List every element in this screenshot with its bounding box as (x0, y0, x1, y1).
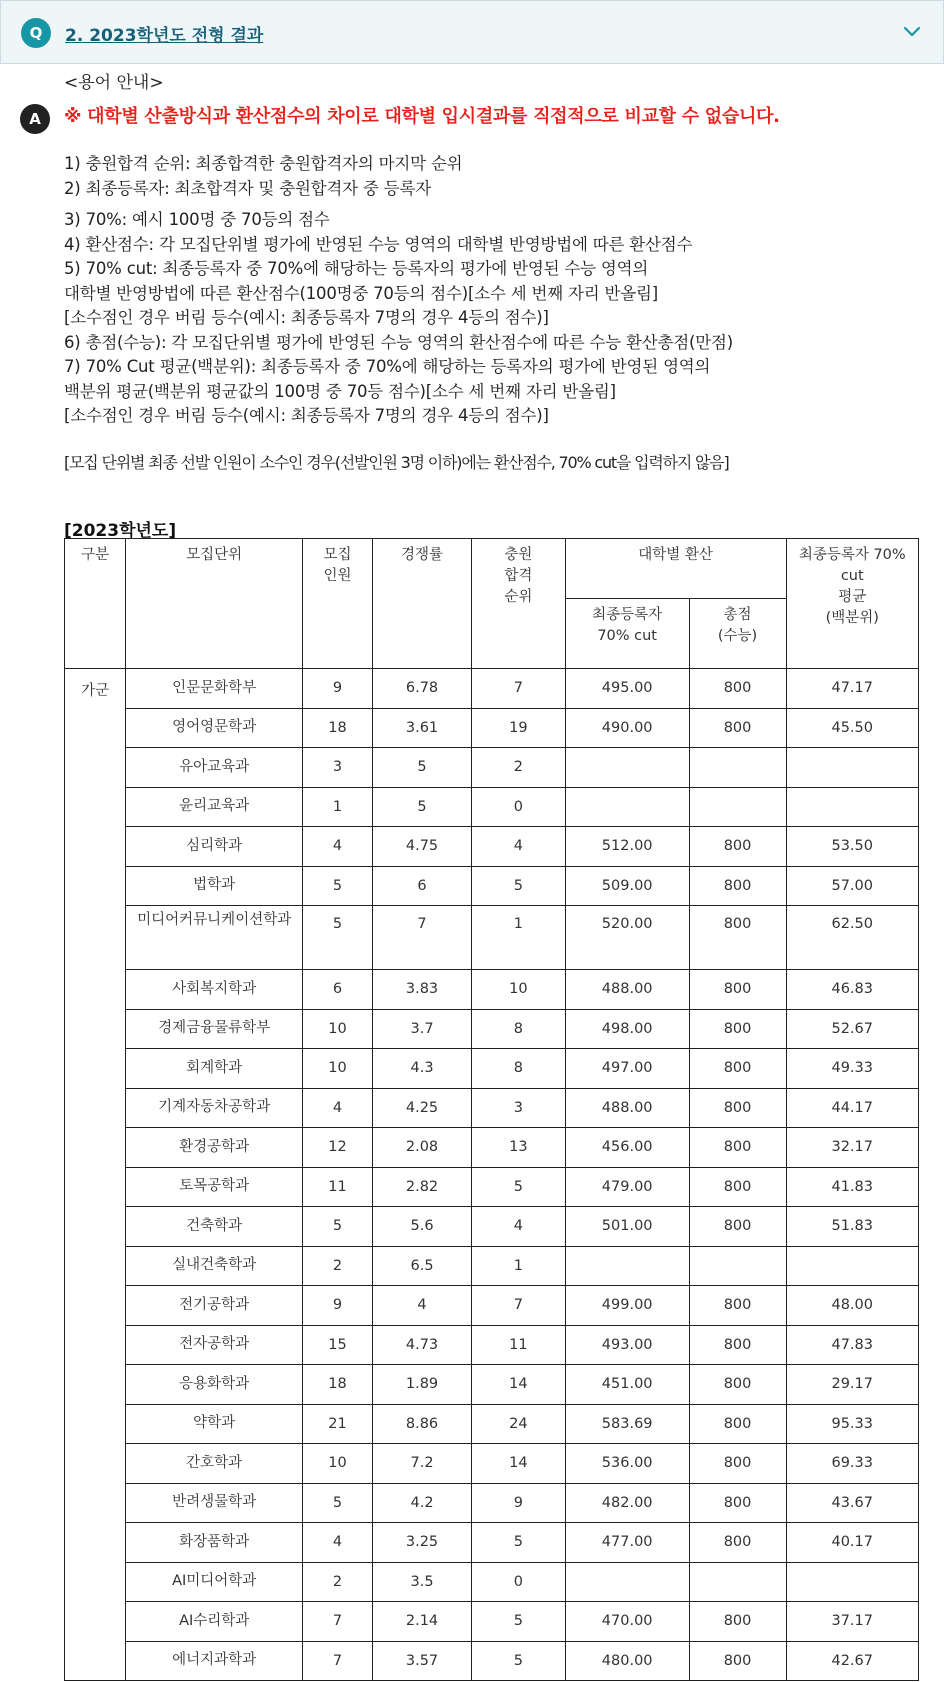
cell-quota: 9 (302, 669, 372, 709)
cell-percentile-avg (786, 1246, 919, 1286)
cell-cut70 (565, 748, 689, 788)
cell-percentile-avg: 95.33 (786, 1404, 919, 1444)
cell-unit: 기계자동차공학과 (126, 1088, 303, 1128)
cell-cut70: 456.00 (565, 1128, 689, 1168)
cell-cut70 (565, 1562, 689, 1602)
cell-waitlist-rank: 1 (472, 1246, 566, 1286)
cell-total: 800 (689, 1641, 786, 1681)
cell-total: 800 (689, 708, 786, 748)
table-row (65, 1167, 919, 1207)
cell-competition: 7 (372, 906, 471, 970)
cell-unit: 실내건축학과 (126, 1246, 303, 1286)
cell-quota: 2 (302, 1246, 372, 1286)
cell-quota: 18 (302, 1365, 372, 1405)
cell-waitlist-rank: 8 (472, 1009, 566, 1049)
cell-cut70: 583.69 (565, 1404, 689, 1444)
cell-unit: 반려생물학과 (126, 1483, 303, 1523)
cell-waitlist-rank: 4 (472, 1207, 566, 1247)
cell-unit: 영어영문학과 (126, 708, 303, 748)
cell-cut70: 470.00 (565, 1602, 689, 1642)
cell-total: 800 (689, 1325, 786, 1365)
cell-cut70: 477.00 (565, 1523, 689, 1563)
table-row (65, 1207, 919, 1247)
cell-waitlist-rank: 11 (472, 1325, 566, 1365)
cell-waitlist-rank: 9 (472, 1483, 566, 1523)
cell-waitlist-rank: 4 (472, 827, 566, 867)
cell-unit: 심리학과 (126, 827, 303, 867)
cell-competition: 4.3 (372, 1049, 471, 1089)
cell-competition: 4.2 (372, 1483, 471, 1523)
cell-competition: 5 (372, 748, 471, 788)
cell-quota: 10 (302, 1009, 372, 1049)
cell-quota: 1 (302, 787, 372, 827)
cell-unit: 토목공학과 (126, 1167, 303, 1207)
cell-total: 800 (689, 827, 786, 867)
table-row (65, 1286, 919, 1326)
cell-total: 800 (689, 1049, 786, 1089)
cell-total: 800 (689, 1128, 786, 1168)
cell-percentile-avg: 69.33 (786, 1444, 919, 1484)
definition-line: 5) 70% cut: 최종등록자 중 70%에 해당하는 등록자의 평가에 반영된 수능 영역의 (64, 259, 649, 278)
cell-waitlist-rank: 10 (472, 970, 566, 1010)
cell-percentile-avg (786, 748, 919, 788)
cell-quota: 15 (302, 1325, 372, 1365)
cell-total: 800 (689, 1404, 786, 1444)
header-competition: 경쟁률 (372, 539, 471, 669)
cell-competition: 3.7 (372, 1009, 471, 1049)
table-row (65, 748, 919, 788)
cell-unit: 전자공학과 (126, 1325, 303, 1365)
table-row (65, 1523, 919, 1563)
cell-percentile-avg: 45.50 (786, 708, 919, 748)
cell-cut70: 479.00 (565, 1167, 689, 1207)
cell-quota: 4 (302, 1088, 372, 1128)
cell-waitlist-rank: 2 (472, 748, 566, 788)
definition-line: 백분위 평균(백분위 평균값의 100명 중 70등 점수)[소수 세 번째 자리 반올림] (64, 381, 616, 401)
faq-question-bar[interactable] (0, 0, 944, 64)
cell-percentile-avg: 46.83 (786, 970, 919, 1010)
cell-group: 가군 (65, 669, 126, 1681)
table-row (65, 1562, 919, 1602)
cell-waitlist-rank: 5 (472, 1641, 566, 1681)
table-row (65, 1128, 919, 1168)
cell-total (689, 1246, 786, 1286)
cell-waitlist-rank: 0 (472, 1562, 566, 1602)
cell-unit: 환경공학과 (126, 1128, 303, 1168)
cell-percentile-avg: 47.17 (786, 669, 919, 709)
cell-total: 800 (689, 1483, 786, 1523)
definition-line: 1) 충원합격 순위: 최종합격한 충원합격자의 마지막 순위 (64, 154, 463, 173)
cell-cut70 (565, 787, 689, 827)
cell-waitlist-rank: 5 (472, 1602, 566, 1642)
cell-cut70: 451.00 (565, 1365, 689, 1405)
cell-competition: 4.73 (372, 1325, 471, 1365)
cell-quota: 7 (302, 1641, 372, 1681)
header-percentile-avg: 최종등록자 70% cut 평균 (백분위) (786, 539, 919, 669)
cell-total: 800 (689, 906, 786, 970)
cell-quota: 10 (302, 1049, 372, 1089)
cell-cut70: 536.00 (565, 1444, 689, 1484)
cell-total: 800 (689, 1207, 786, 1247)
cell-unit: 미디어커뮤니케이션학과 (126, 906, 303, 970)
cell-percentile-avg: 47.83 (786, 1325, 919, 1365)
year-table-title: [2023학년도] (64, 521, 177, 541)
cell-unit: 건축학과 (126, 1207, 303, 1247)
cell-total (689, 1562, 786, 1602)
definition-line: 4) 환산점수: 각 모집단위별 평가에 반영된 수능 영역의 대학별 반영방법에 따른 환산점수 (64, 234, 693, 254)
table-row (65, 970, 919, 1010)
cell-cut70: 512.00 (565, 827, 689, 867)
definition-line: [소수점인 경우 버림 등수(예시: 최종등록자 7명의 경우 4등의 점수)] (64, 308, 549, 327)
cell-quota: 7 (302, 1602, 372, 1642)
table-row (65, 1246, 919, 1286)
header-waitlist-rank: 충원 합격 순위 (472, 539, 566, 669)
header-total: 총점 (수능) (689, 599, 786, 669)
definition-line: [소수점인 경우 버림 등수(예시: 최종등록자 7명의 경우 4등의 점수)] (64, 406, 549, 425)
cell-total: 800 (689, 866, 786, 906)
cell-unit: 유아교육과 (126, 748, 303, 788)
cell-percentile-avg: 51.83 (786, 1207, 919, 1247)
cell-total (689, 748, 786, 788)
cell-waitlist-rank: 5 (472, 1523, 566, 1563)
cell-percentile-avg: 41.83 (786, 1167, 919, 1207)
definition-line: 3) 70%: 예시 100명 중 70등의 점수 (64, 210, 330, 229)
cell-competition: 4.75 (372, 827, 471, 867)
cell-quota: 5 (302, 906, 372, 970)
cell-competition: 5.6 (372, 1207, 471, 1247)
cell-cut70: 482.00 (565, 1483, 689, 1523)
cell-percentile-avg: 48.00 (786, 1286, 919, 1326)
cell-competition: 4.25 (372, 1088, 471, 1128)
cell-quota: 6 (302, 970, 372, 1010)
cell-competition: 6 (372, 866, 471, 906)
cell-quota: 5 (302, 866, 372, 906)
cell-quota: 11 (302, 1167, 372, 1207)
cell-percentile-avg: 57.00 (786, 866, 919, 906)
cell-total: 800 (689, 1523, 786, 1563)
admission-results-table (64, 538, 919, 1681)
cell-unit: AI미디어학과 (126, 1562, 303, 1602)
header-gubun: 구분 (65, 539, 126, 669)
selection-note: [모집 단위별 최종 선발 인원이 소수인 경우(선발인원 3명 이하)에는 환산점수, 70% cut을 입력하지 않음] (64, 452, 729, 472)
cell-competition: 3.5 (372, 1562, 471, 1602)
cell-unit: 에너지과학과 (126, 1641, 303, 1681)
cell-percentile-avg: 52.67 (786, 1009, 919, 1049)
cell-competition: 3.83 (372, 970, 471, 1010)
cell-unit: AI수리학과 (126, 1602, 303, 1642)
cell-unit: 약학과 (126, 1404, 303, 1444)
table-row (65, 1641, 919, 1681)
header-unit: 모집단위 (126, 539, 303, 669)
cell-percentile-avg: 43.67 (786, 1483, 919, 1523)
answer-badge: A (20, 104, 50, 134)
cell-percentile-avg (786, 1562, 919, 1602)
cell-competition: 2.14 (372, 1602, 471, 1642)
cell-cut70: 480.00 (565, 1641, 689, 1681)
cell-quota: 3 (302, 748, 372, 788)
chevron-down-icon[interactable] (903, 23, 921, 41)
cell-waitlist-rank: 13 (472, 1128, 566, 1168)
cell-total: 800 (689, 1286, 786, 1326)
cell-unit: 회계학과 (126, 1049, 303, 1089)
cell-total: 800 (689, 1009, 786, 1049)
cell-unit: 전기공학과 (126, 1286, 303, 1326)
table-row (65, 669, 919, 709)
cell-competition: 6.5 (372, 1246, 471, 1286)
warning-notice: ※ 대학별 산출방식과 환산점수의 차이로 대학별 입시결과를 직접적으로 비교할 수 없습니다. (64, 106, 780, 127)
definition-line: 2) 최종등록자: 최초합격자 및 충원합격자 중 등록자 (64, 178, 431, 198)
cell-unit: 법학과 (126, 866, 303, 906)
cell-quota: 2 (302, 1562, 372, 1602)
table-row (65, 1049, 919, 1089)
question-title-link[interactable]: 2. 2023학년도 전형 결과 (65, 26, 264, 46)
table-row (65, 1444, 919, 1484)
cell-percentile-avg: 62.50 (786, 906, 919, 970)
cell-waitlist-rank: 24 (472, 1404, 566, 1444)
definition-line: 대학별 반영방법에 따른 환산점수(100명중 70등의 점수)[소수 세 번째 자리 반올림] (64, 283, 659, 303)
cell-total (689, 787, 786, 827)
cell-competition: 2.82 (372, 1167, 471, 1207)
cell-cut70: 495.00 (565, 669, 689, 709)
header-cut70: 최종등록자 70% cut (565, 599, 689, 669)
cell-unit: 인문문화학부 (126, 669, 303, 709)
cell-waitlist-rank: 19 (472, 708, 566, 748)
cell-percentile-avg: 53.50 (786, 827, 919, 867)
cell-quota: 5 (302, 1207, 372, 1247)
cell-waitlist-rank: 5 (472, 866, 566, 906)
cell-cut70 (565, 1246, 689, 1286)
cell-quota: 21 (302, 1404, 372, 1444)
cell-percentile-avg: 32.17 (786, 1128, 919, 1168)
table-row (65, 1404, 919, 1444)
cell-quota: 4 (302, 1523, 372, 1563)
cell-cut70: 501.00 (565, 1207, 689, 1247)
cell-competition: 8.86 (372, 1404, 471, 1444)
cell-competition: 3.57 (372, 1641, 471, 1681)
definitions-list (64, 152, 924, 429)
cell-waitlist-rank: 7 (472, 669, 566, 709)
cell-total: 800 (689, 1602, 786, 1642)
cell-total: 800 (689, 1167, 786, 1207)
cell-unit: 화장품학과 (126, 1523, 303, 1563)
cell-cut70: 497.00 (565, 1049, 689, 1089)
cell-waitlist-rank: 14 (472, 1444, 566, 1484)
cell-quota: 10 (302, 1444, 372, 1484)
definition-line: 6) 총점(수능): 각 모집단위별 평가에 반영된 수능 영역의 환산점수에 따른 수능 환산총점(만점) (64, 332, 733, 352)
cell-cut70: 488.00 (565, 970, 689, 1010)
header-conversion: 대학별 환산 (565, 539, 786, 599)
cell-cut70: 488.00 (565, 1088, 689, 1128)
table-row (65, 708, 919, 748)
definition-line: 7) 70% Cut 평균(백분위): 최종등록자 중 70%에 해당하는 등록자의 평가에 반영된 영역의 (64, 357, 711, 376)
table-row (65, 1325, 919, 1365)
cell-waitlist-rank: 7 (472, 1286, 566, 1326)
table-row (65, 1009, 919, 1049)
cell-cut70: 520.00 (565, 906, 689, 970)
cell-unit: 사회복지학과 (126, 970, 303, 1010)
cell-total: 800 (689, 669, 786, 709)
cell-waitlist-rank: 0 (472, 787, 566, 827)
cell-percentile-avg: 49.33 (786, 1049, 919, 1089)
cell-unit: 간호학과 (126, 1444, 303, 1484)
cell-cut70: 499.00 (565, 1286, 689, 1326)
cell-percentile-avg (786, 787, 919, 827)
cell-competition: 6.78 (372, 669, 471, 709)
cell-waitlist-rank: 14 (472, 1365, 566, 1405)
cell-percentile-avg: 44.17 (786, 1088, 919, 1128)
terms-heading: <용어 안내> (64, 73, 164, 93)
table-row (65, 1602, 919, 1642)
cell-competition: 2.08 (372, 1128, 471, 1168)
cell-percentile-avg: 40.17 (786, 1523, 919, 1563)
header-quota: 모집 인원 (302, 539, 372, 669)
cell-quota: 9 (302, 1286, 372, 1326)
cell-unit: 경제금융물류학부 (126, 1009, 303, 1049)
cell-cut70: 493.00 (565, 1325, 689, 1365)
cell-competition: 3.61 (372, 708, 471, 748)
cell-competition: 4 (372, 1286, 471, 1326)
cell-quota: 12 (302, 1128, 372, 1168)
cell-quota: 18 (302, 708, 372, 748)
cell-waitlist-rank: 3 (472, 1088, 566, 1128)
cell-percentile-avg: 29.17 (786, 1365, 919, 1405)
cell-unit: 응용화학과 (126, 1365, 303, 1405)
cell-cut70: 498.00 (565, 1009, 689, 1049)
cell-cut70: 509.00 (565, 866, 689, 906)
cell-percentile-avg: 37.17 (786, 1602, 919, 1642)
table-row (65, 1365, 919, 1405)
cell-waitlist-rank: 5 (472, 1167, 566, 1207)
cell-waitlist-rank: 8 (472, 1049, 566, 1089)
cell-quota: 5 (302, 1483, 372, 1523)
cell-unit: 윤리교육과 (126, 787, 303, 827)
table-row (65, 827, 919, 867)
table-row (65, 1483, 919, 1523)
cell-competition: 7.2 (372, 1444, 471, 1484)
cell-total: 800 (689, 970, 786, 1010)
cell-percentile-avg: 42.67 (786, 1641, 919, 1681)
cell-total: 800 (689, 1444, 786, 1484)
table-row (65, 1088, 919, 1128)
cell-total: 800 (689, 1365, 786, 1405)
table-row (65, 787, 919, 827)
cell-competition: 1.89 (372, 1365, 471, 1405)
table-row (65, 866, 919, 906)
answer-content (64, 70, 924, 473)
cell-waitlist-rank: 1 (472, 906, 566, 970)
cell-competition: 5 (372, 787, 471, 827)
cell-total: 800 (689, 1088, 786, 1128)
table-row (65, 906, 919, 970)
cell-competition: 3.25 (372, 1523, 471, 1563)
cell-cut70: 490.00 (565, 708, 689, 748)
cell-quota: 4 (302, 827, 372, 867)
question-badge: Q (21, 18, 51, 48)
